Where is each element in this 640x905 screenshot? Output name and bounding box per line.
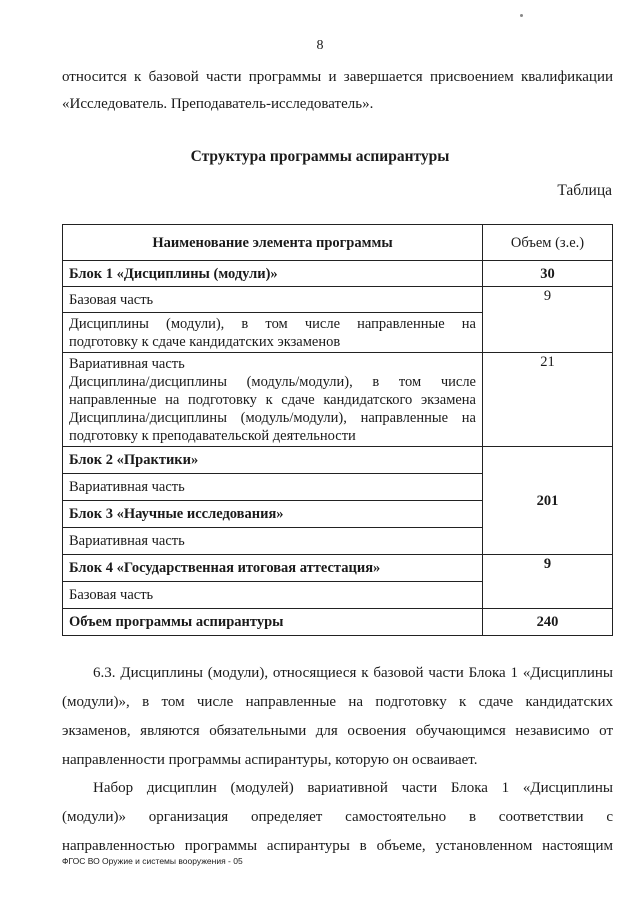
para1-line-1: 6.3. Дисциплины (модули), относящиеся к базовой части Блока 1 «Дисциплины	[93, 665, 613, 681]
total-label: Объем программы аспирантуры	[63, 609, 483, 636]
intro-line-1: относится к базовой части программы и завершается присвоением квалификации	[62, 69, 613, 85]
table-row-block2	[63, 447, 613, 474]
block1-base-label: Базовая часть	[63, 287, 483, 313]
block1-base-volume	[483, 287, 613, 353]
block1-variative	[63, 353, 483, 447]
block1-base-desc-line-1: Дисциплины (модули), в том числе направленные на	[69, 315, 476, 332]
para1-line-3: экзаменов, являются обязательными для освоения обучающимся независимо от	[62, 723, 613, 739]
block1-title: Блок 1 «Дисциплины (модули)»	[63, 261, 483, 287]
para1-line-4: направленности программы аспирантуры, которую он осваивает.	[62, 752, 478, 768]
header-volume: Объем (з.е.)	[483, 225, 613, 261]
table-header-row	[63, 225, 613, 261]
block4-title: Блок 4 «Государственная итоговая аттестация»	[63, 555, 483, 582]
program-structure-table	[62, 224, 613, 636]
block1-var-line-3: Дисциплина/дисциплины (модуль/модули), направленные на	[69, 409, 476, 426]
block1-var-line-4: подготовку к преподавательской деятельности	[69, 427, 356, 444]
block1-var-line-2: направленные на подготовку к сдаче кандидатского экзамена	[69, 391, 476, 408]
table-row-block4	[63, 555, 613, 582]
page-footer: ФГОС ВО Оружие и системы вооружения - 05	[62, 856, 243, 866]
block1-var-line-1: Дисциплина/дисциплины (модуль/модули), в том числе	[69, 373, 476, 390]
block1-base-desc-line-2: подготовку к сдаче кандидатских экзаменов	[69, 333, 341, 350]
section-heading: Структура программы аспирантуры	[190, 148, 450, 165]
block4-sub: Базовая часть	[63, 582, 483, 609]
intro-line-2: «Исследователь. Преподаватель-исследователь».	[62, 96, 374, 112]
table-row-block1-variative	[63, 353, 613, 447]
para2-line-2: (модули)» организация определяет самостоятельно в соответствии с	[62, 809, 613, 825]
para2-line-3: направленностью программы аспирантуры в объеме, установленном настоящим	[62, 838, 613, 854]
scan-speck	[520, 14, 523, 17]
block23-volume: 201	[483, 447, 613, 555]
page-number: 8	[316, 38, 324, 53]
block1-base-volume-value: 9	[543, 288, 552, 304]
table-caption: Таблица	[557, 182, 612, 199]
block3-sub: Вариативная часть	[63, 528, 483, 555]
block4-volume-value: 9	[543, 556, 552, 572]
block1-base-desc	[63, 313, 483, 353]
header-element-name: Наименование элемента программы	[63, 225, 483, 261]
para1-line-2: (модули)», в том числе направленные на подготовку к сдаче кандидатских	[62, 694, 613, 710]
table-row-block1	[63, 261, 613, 287]
block4-volume	[483, 555, 613, 609]
total-volume: 240	[483, 609, 613, 636]
block1-volume: 30	[483, 261, 613, 287]
block2-sub: Вариативная часть	[63, 474, 483, 501]
block3-title: Блок 3 «Научные исследования»	[63, 501, 483, 528]
table-row-total	[63, 609, 613, 636]
table-row-block1-base	[63, 287, 613, 313]
block2-title: Блок 2 «Практики»	[63, 447, 483, 474]
para2-line-1: Набор дисциплин (модулей) вариативной части Блока 1 «Дисциплины	[93, 780, 613, 796]
block1-var-volume: 21	[483, 353, 613, 447]
block1-var-label: Вариативная часть	[69, 355, 185, 372]
